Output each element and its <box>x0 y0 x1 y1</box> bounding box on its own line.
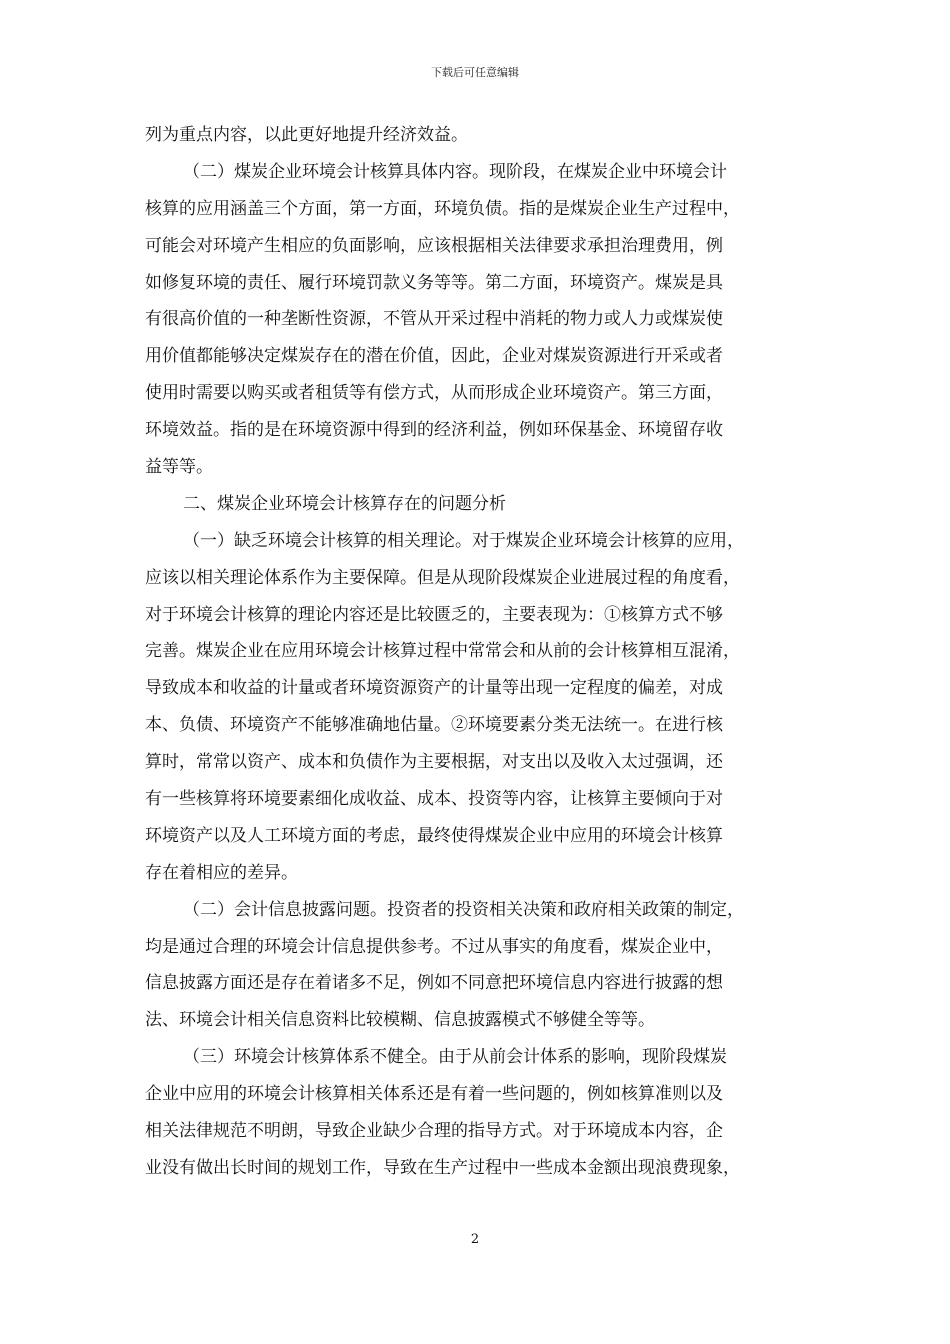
text-line: 信息披露方面还是存在着诸多不足，例如不同意把环境信息内容进行披露的想 <box>145 973 723 994</box>
paragraph-first-line: （二）煤炭企业环境会计核算具体内容。现阶段，在煤炭企业中环境会计 <box>183 161 727 182</box>
paragraph-first-line: （二）会计信息披露问题。投资者的投资相关决策和政府相关政策的制定， <box>183 899 744 920</box>
text-line: 相关法律规范不明朗，导致企业缺少合理的指导方式。对于环境成本内容，企 <box>145 1121 723 1142</box>
text-line: 可能会对环境产生相应的负面影响，应该根据相关法律要求承担治理费用，例 <box>145 235 723 256</box>
section-heading: 二、煤炭企业环境会计核算存在的问题分析 <box>183 493 506 514</box>
text-line: 算时，常常以资产、成本和负债作为主要根据，对支出以及收入太过强调，还 <box>145 752 723 773</box>
text-line: 如修复环境的责任、履行环境罚款义务等等。第二方面，环境资产。煤炭是具 <box>145 272 723 293</box>
text-line: 本、负债、环境资产不能够准确地估量。②环境要素分类无法统一。在进行核 <box>145 715 723 736</box>
text-line: 完善。煤炭企业在应用环境会计核算过程中常常会和从前的会计核算相互混淆， <box>145 641 740 662</box>
paragraph-first-line: （三）环境会计核算体系不健全。由于从前会计体系的影响，现阶段煤炭 <box>183 1047 727 1068</box>
text-line: 有很高价值的一种垄断性资源，不管从开采过程中消耗的物力或人力或煤炭使 <box>145 309 723 330</box>
text-line: 环境资产以及人工环境方面的考虑，最终使得煤炭企业中应用的环境会计核算 <box>145 825 723 846</box>
text-line: 业没有做出长时间的规划工作，导致在生产过程中一些成本金额出现浪费现象， <box>145 1157 740 1178</box>
text-line: 核算的应用涵盖三个方面，第一方面，环境负债。指的是煤炭企业生产过程中， <box>145 198 740 219</box>
text-line: 法、环境会计相关信息资料比较模糊、信息披露模式不够健全等等。 <box>145 1010 655 1031</box>
text-line: 益等等。 <box>145 457 213 478</box>
document-body <box>145 117 809 1187</box>
text-line: 有一些核算将环境要素细化成收益、成本、投资等内容，让核算主要倾向于对 <box>145 789 723 810</box>
text-line: 用价值都能够决定煤炭存在的潜在价值，因此，企业对煤炭资源进行开采或者 <box>145 346 723 367</box>
paragraph-first-line: （一）缺乏环境会计核算的相关理论。对于煤炭企业环境会计核算的应用， <box>183 530 744 551</box>
text-line: 导致成本和收益的计量或者环境资源资产的计量等出现一定程度的偏差，对成 <box>145 678 723 699</box>
text-line: 应该以相关理论体系作为主要保障。但是从现阶段煤炭企业进展过程的角度看， <box>145 567 740 588</box>
text-line: 存在着相应的差异。 <box>145 862 298 883</box>
text-line: 使用时需要以购买或者租赁等有偿方式，从而形成企业环境资产。第三方面， <box>145 383 723 404</box>
text-line: 对于环境会计核算的理论内容还是比较匮乏的，主要表现为：①核算方式不够 <box>145 604 723 625</box>
text-line: 均是通过合理的环境会计信息提供参考。不过从事实的角度看，煤炭企业中， <box>145 936 723 957</box>
text-line: 列为重点内容，以此更好地提升经济效益。 <box>145 125 468 145</box>
text-line: 企业中应用的环境会计核算相关体系还是有着一些问题的，例如核算准则以及 <box>145 1084 723 1105</box>
page-header: 下载后可任意编辑 <box>431 66 519 79</box>
text-line: 环境效益。指的是在环境资源中得到的经济利益，例如环保基金、环境留存收 <box>145 420 723 441</box>
page-number: 2 <box>470 1232 480 1247</box>
